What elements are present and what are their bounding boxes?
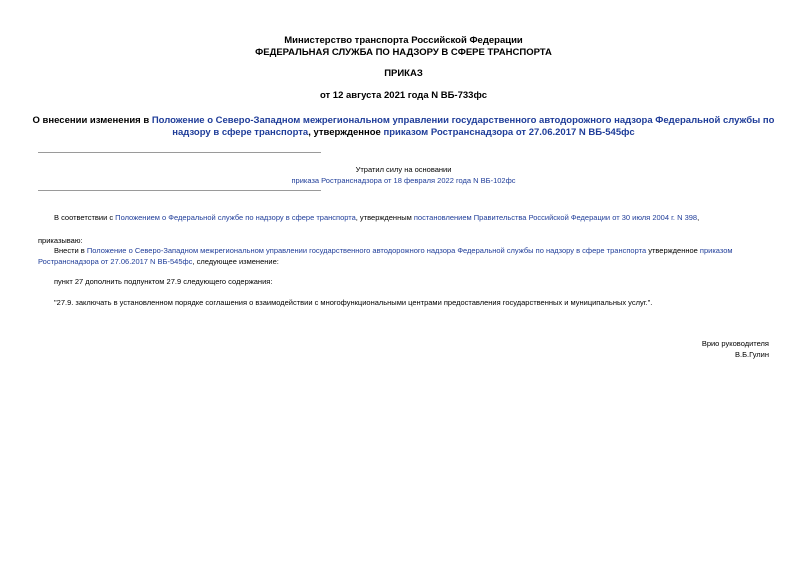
government-decree-link[interactable]: постановлением Правительства Российской Федерации от 30 июля 2004 г. N 398 (413, 213, 698, 222)
lost-force-note: Утратил силу на основании (355, 165, 452, 174)
amendment-suffix: , следующее изменение: (192, 257, 279, 266)
heading-middle: , утвержденное (308, 127, 384, 138)
lost-force-line (0, 176, 807, 185)
paragraph-order-word: приказываю: (38, 236, 83, 245)
divider-top (38, 152, 321, 153)
paragraph-subpoint-27-9: "27.9. заключать в установленном порядке соглашения о взаимодействии с многофункциональными центрами предоставления государственных и муниципальных услуг.". (54, 298, 653, 307)
amendment-prefix: Внести в (54, 246, 87, 255)
order-date: от 12 августа 2021 года N ВБ-733фс (319, 90, 488, 101)
document-heading (30, 115, 777, 139)
service-name: ФЕДЕРАЛЬНАЯ СЛУЖБА ПО НАДЗОРУ В СФЕРЕ ТРАНСПОРТА (255, 47, 552, 58)
federal-service-regulation-link[interactable]: Положением о Федеральной службе по надзору в сфере транспорта (115, 213, 356, 222)
basis-middle: , утвержденным (355, 213, 414, 222)
paragraph-point-27: пункт 27 дополнить подпунктом 27.9 следующего содержания: (54, 277, 273, 286)
divider-bottom (38, 190, 321, 191)
basis-suffix: , (697, 213, 700, 222)
repealing-order-link[interactable]: приказа Ространснадзора от 18 февраля 2022 года N ВБ-102фс (291, 176, 516, 185)
ministry-name: Министерство транспорта Российской Федерации (284, 35, 523, 46)
order-title: ПРИКАЗ (384, 68, 423, 79)
signatory-position: Врио руководителя (701, 339, 769, 348)
paragraph-amendment (38, 245, 778, 267)
amendment-middle: утвержденное (646, 246, 700, 255)
approving-order-link[interactable]: приказом Ространснадзора от 27.06.2017 N ВБ-545фс (383, 127, 635, 138)
basis-prefix: В соответствии с (54, 213, 116, 222)
paragraph-basis (38, 212, 778, 223)
amended-order-link[interactable]: приказом Ространснадзора от 27.06.2017 N ВБ-545фс (38, 246, 733, 266)
heading-prefix: О внесении изменения в (32, 115, 152, 126)
signatory-name: В.Б.Гулин (735, 350, 769, 359)
amended-regulation-link[interactable]: Положение о Северо-Западном межрегиональном управлении государственного автодорожного надзора Федеральной службы по надзору в сфере транспорта (86, 246, 647, 255)
regulation-link[interactable]: Положение о Северо-Западном межрегиональном управлении государственного автодорожного надзора Федеральной службы по надзору в сфере транспорта (151, 115, 775, 138)
